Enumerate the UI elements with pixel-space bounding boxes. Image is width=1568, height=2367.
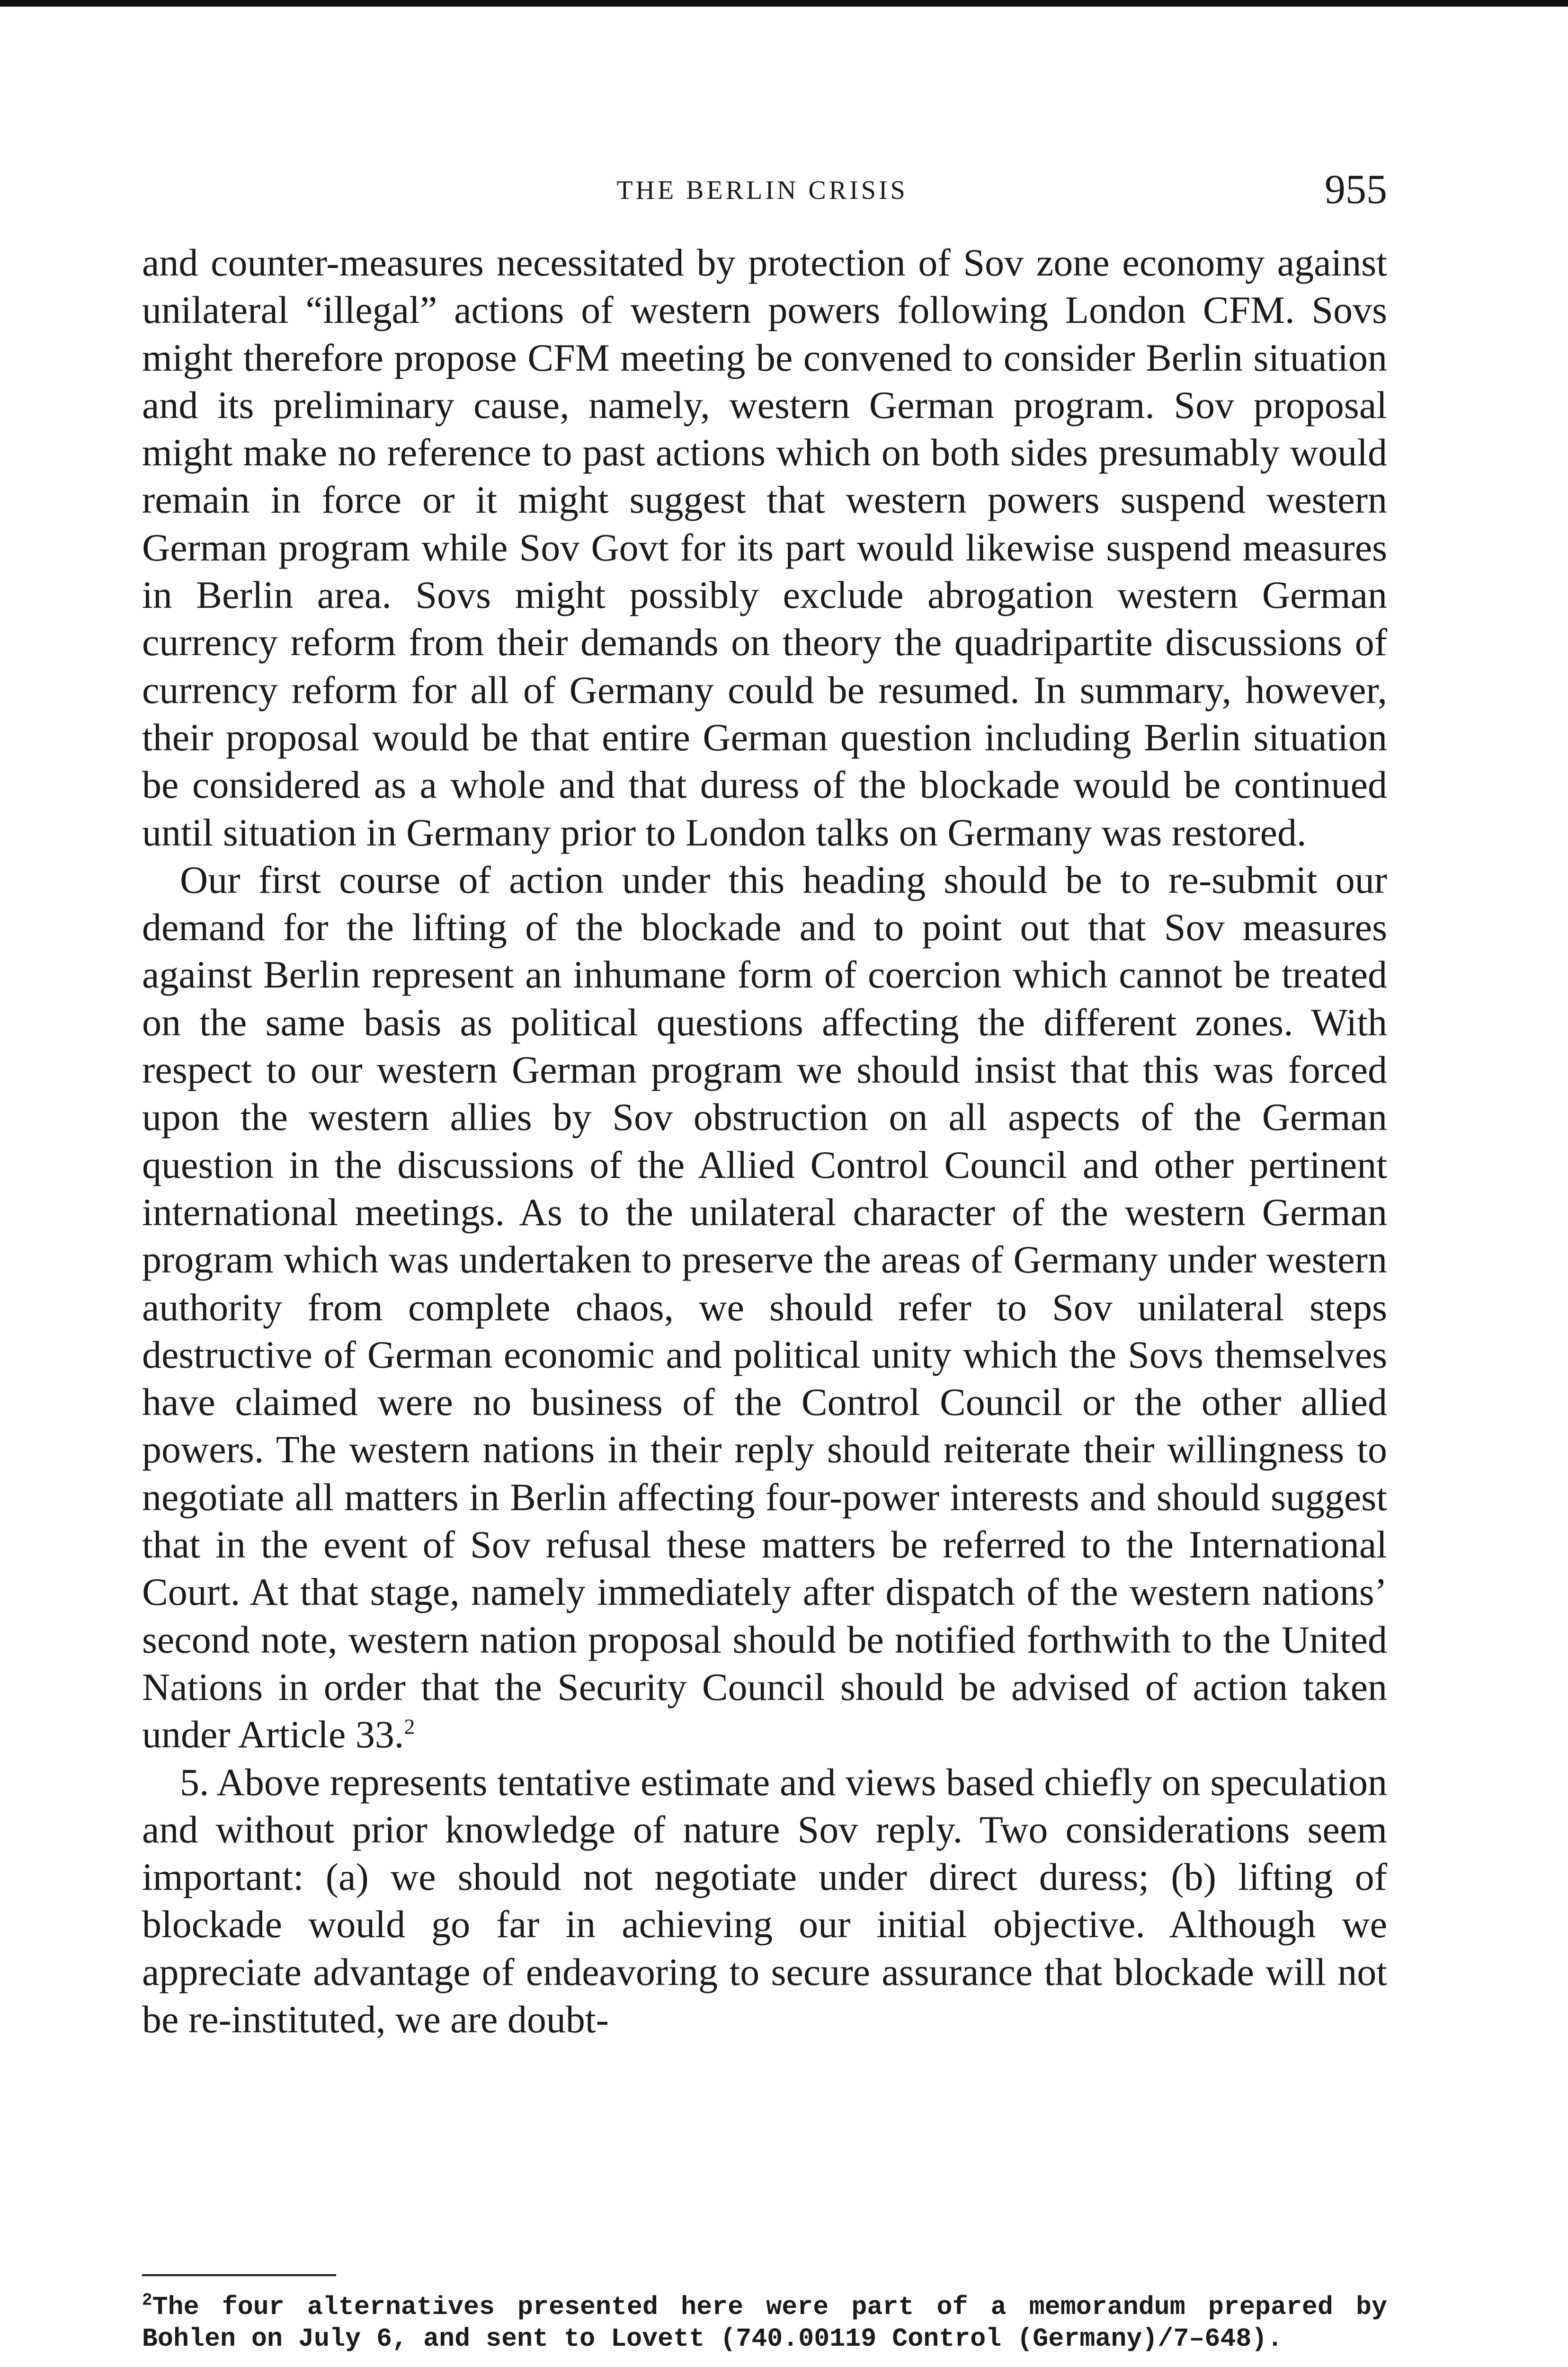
running-head: THE BERLIN CRISIS xyxy=(616,176,908,205)
footnote-reference: 2 xyxy=(404,1714,415,1739)
footnote xyxy=(142,2291,1387,2355)
paragraph-text: 5. Above represents tentative estimate and views based chiefly on speculation and without prior knowledge of nature Sov reply. Two considerations seem important: (a) we should not negotiate under direct duress; (b) lifting of blockade would go far in achieving our initial objective. Although we appreciate advantage of endeavoring to secure assurance that blockade will not be re-instituted, we are doubt- xyxy=(142,1760,1387,2041)
paragraph xyxy=(142,239,1387,856)
footnote-number: 2 xyxy=(142,2290,152,2310)
paragraph-text: and counter-measures necessitated by protection of Sov zone economy against unilateral “illegal” actions of western powers following London CFM. Sovs might therefore propose CFM meeting be convened to consider Berlin situation and its preliminary cause, namely, western German program. Sov proposal might make no reference to past actions which on both sides presumably would remain in force or it might suggest that western powers suspend western German program while Sov Govt for its part would likewise suspend measures in Berlin area. Sovs might possibly exclude abrogation western German currency reform from their demands on theory the quadripartite discussions of currency reform for all of Germany could be resumed. In summary, however, their proposal would be that entire German question including Berlin situation be considered as a whole and that duress of the blockade would be continued until situation in Germany prior to London talks on Germany was restored. xyxy=(142,241,1387,854)
page-number: 955 xyxy=(1325,167,1387,213)
paragraph xyxy=(142,856,1387,1759)
footnote-divider xyxy=(142,2274,336,2276)
paragraph-text: Our first course of action under this heading should be to re-submit our demand for the lifting of the blockade and to point out that Sov measures against Berlin represent an inhumane form of coercion which cannot be treated on the same basis as political questions affecting the different zones. With respect to our western German program we should insist that this was forced upon the western allies by Sov obstruction on all aspects of the German question in the discussions of the Allied Control Council and other pertinent international meetings. As to the unilateral character of the western German program which was undertaken to preserve the areas of Germany under western authority from complete chaos, we should refer to Sov unilateral steps destructive of German economic and political unity which the Sovs themselves have claimed were no business of the Control Council or the other allied powers. The western nations in their reply should reiterate their willingness to negotiate all matters in Berlin affecting four-power interests and should suggest that in the event of Sov refusal these matters be referred to the International Court. At that stage, namely immediately after dispatch of the western nations’ second note, western nation proposal should be notified forthwith to the United Nations in order that the Security Council should be advised of action taken under Article 33. xyxy=(142,858,1387,1756)
paragraph xyxy=(142,1759,1387,2044)
page-header xyxy=(137,166,1387,213)
body-text xyxy=(142,239,1387,2043)
footnote-text: The four alternatives presented here were part of a memorandum prepared by Bohlen on July 6, and sent to Lovett (740.00119 Control (Germany)/7–648). xyxy=(142,2292,1387,2354)
top-edge-rule xyxy=(0,0,1568,7)
